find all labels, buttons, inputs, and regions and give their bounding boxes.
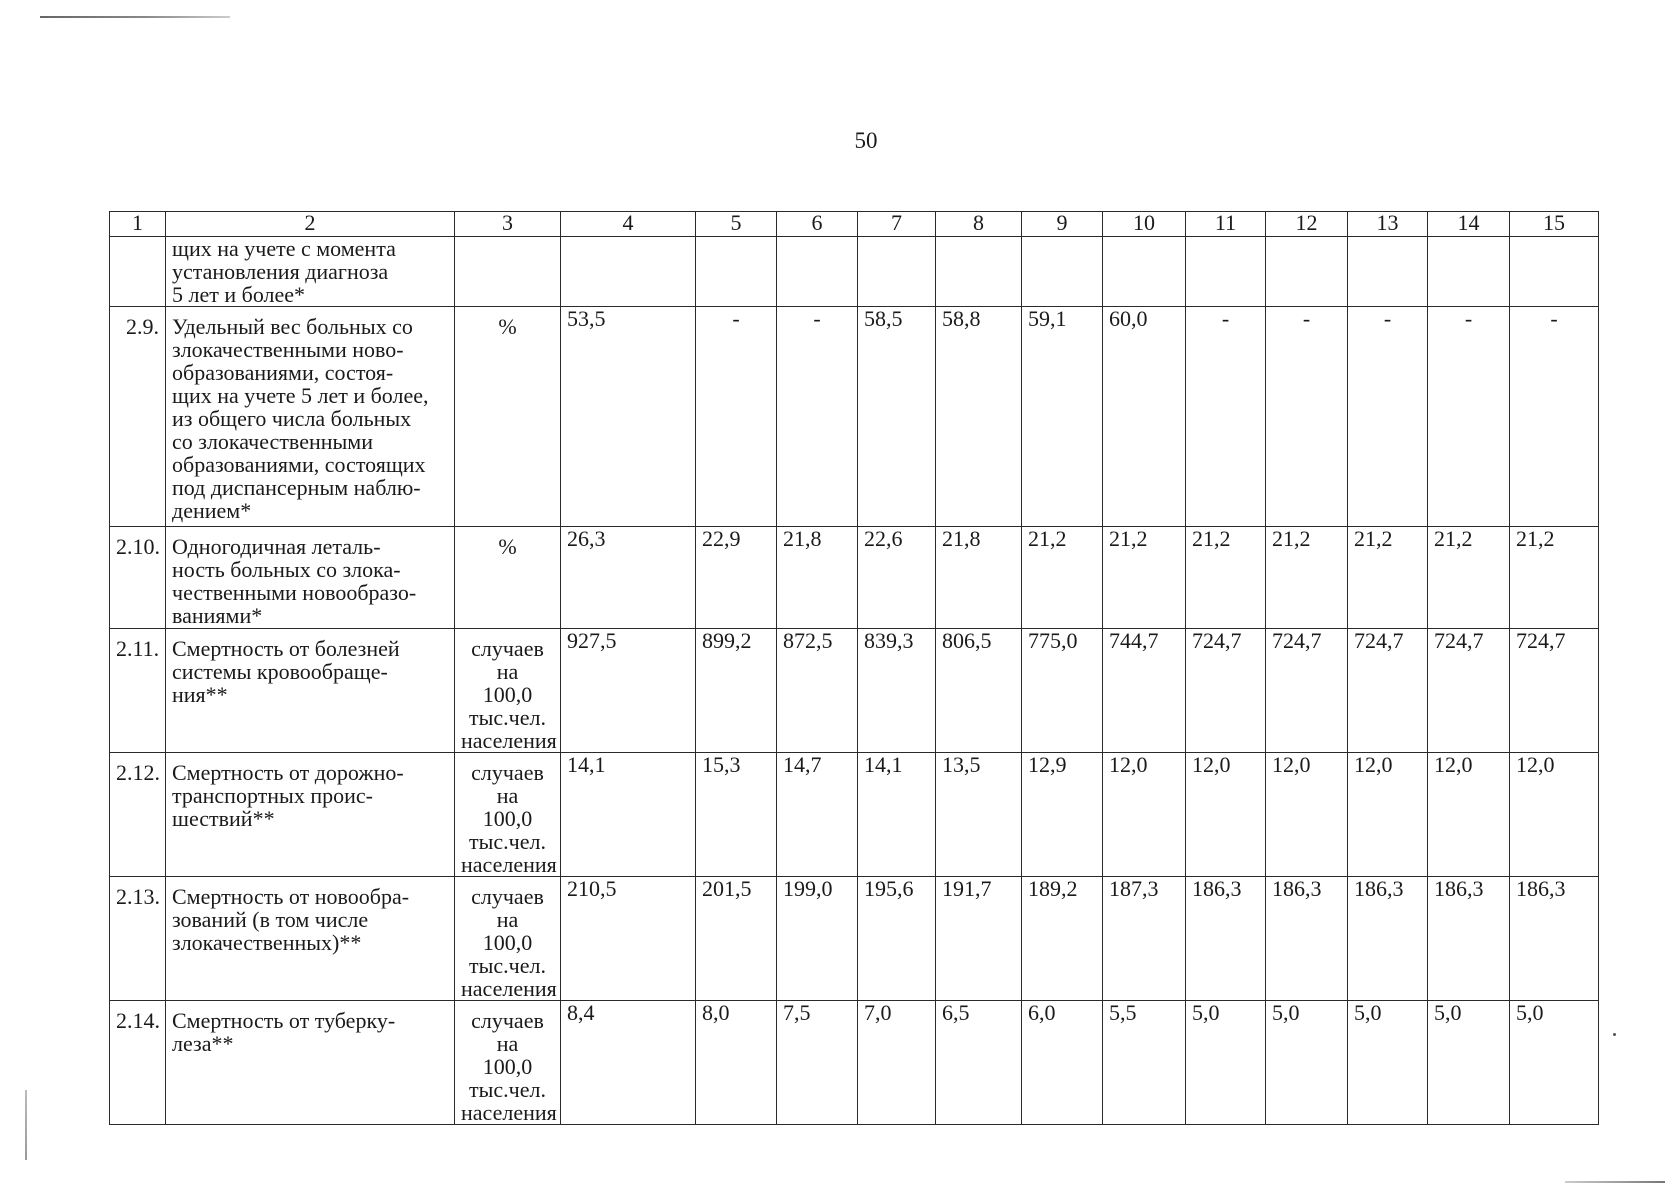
value-cell: 186,3 bbox=[1186, 877, 1266, 1001]
unit-line: % bbox=[498, 314, 517, 339]
indicator-name-line: Смертность от туберку- bbox=[172, 1008, 396, 1033]
indicator-name-line: ность больных со злока- bbox=[172, 557, 401, 582]
value-cell: 189,2 bbox=[1022, 877, 1103, 1001]
indicator-name-line: дением* bbox=[172, 498, 252, 523]
indicator-name-line: 5 лет и более* bbox=[172, 282, 306, 307]
table-row bbox=[110, 307, 1599, 527]
indicator-name-cell bbox=[166, 237, 455, 307]
row-number-cell: 2.14. bbox=[110, 1001, 166, 1125]
empty-cell bbox=[1428, 237, 1510, 307]
value-cell: 5,0 bbox=[1428, 1001, 1510, 1125]
value-cell: 21,2 bbox=[1022, 527, 1103, 629]
value-cell: 899,2 bbox=[696, 629, 777, 753]
value-cell: - bbox=[696, 307, 777, 527]
indicator-name-line: ваниями* bbox=[172, 603, 263, 628]
column-number-3: 3 bbox=[455, 212, 561, 237]
value-cell: 21,8 bbox=[936, 527, 1022, 629]
row-number-cell: 2.10. bbox=[110, 527, 166, 629]
value-cell: 7,5 bbox=[777, 1001, 858, 1125]
table-row bbox=[110, 629, 1599, 753]
value-cell: 5,0 bbox=[1348, 1001, 1428, 1125]
value-cell: 6,0 bbox=[1022, 1001, 1103, 1125]
column-number-7: 7 bbox=[858, 212, 936, 237]
value-cell: 927,5 bbox=[561, 629, 696, 753]
value-cell: 186,3 bbox=[1510, 877, 1599, 1001]
scan-artifact-dot bbox=[1613, 1033, 1616, 1036]
value-cell: 210,5 bbox=[561, 877, 696, 1001]
row-number-cell: 2.9. bbox=[110, 307, 166, 527]
empty-cell bbox=[1022, 237, 1103, 307]
unit-cell bbox=[455, 1001, 561, 1125]
unit-line: случаев bbox=[471, 884, 544, 909]
column-number-2: 2 bbox=[166, 212, 455, 237]
row-number-cell: 2.11. bbox=[110, 629, 166, 753]
value-cell: - bbox=[1266, 307, 1348, 527]
empty-cell bbox=[1103, 237, 1186, 307]
value-cell: 724,7 bbox=[1186, 629, 1266, 753]
value-cell: - bbox=[1428, 307, 1510, 527]
value-cell: 7,0 bbox=[858, 1001, 936, 1125]
scan-artifact-left bbox=[25, 1090, 27, 1160]
value-cell: 21,2 bbox=[1266, 527, 1348, 629]
unit-line: тыс.чел. bbox=[469, 1077, 546, 1102]
value-cell: 724,7 bbox=[1348, 629, 1428, 753]
indicator-name-line: Удельный вес больных со bbox=[172, 314, 413, 339]
value-cell: 724,7 bbox=[1510, 629, 1599, 753]
column-number-15: 15 bbox=[1510, 212, 1599, 237]
scan-artifact-bottom bbox=[1565, 1181, 1665, 1183]
value-cell: 199,0 bbox=[777, 877, 858, 1001]
table-row bbox=[110, 527, 1599, 629]
empty-cell bbox=[1266, 237, 1348, 307]
value-cell: 21,2 bbox=[1186, 527, 1266, 629]
value-cell: 5,0 bbox=[1266, 1001, 1348, 1125]
value-cell: 5,0 bbox=[1186, 1001, 1266, 1125]
value-cell: 12,0 bbox=[1103, 753, 1186, 877]
value-cell: 744,7 bbox=[1103, 629, 1186, 753]
value-cell: 21,2 bbox=[1348, 527, 1428, 629]
unit-line: 100,0 bbox=[482, 930, 533, 955]
unit-line: населения bbox=[461, 728, 557, 753]
unit-line: на bbox=[496, 659, 519, 684]
unit-line: тыс.чел. bbox=[469, 829, 546, 854]
row-number-cell: 2.13. bbox=[110, 877, 166, 1001]
unit-line: на bbox=[496, 907, 519, 932]
empty-cell bbox=[858, 237, 936, 307]
value-cell: 21,8 bbox=[777, 527, 858, 629]
value-cell: 839,3 bbox=[858, 629, 936, 753]
unit-line: тыс.чел. bbox=[469, 705, 546, 730]
column-number-10: 10 bbox=[1103, 212, 1186, 237]
indicator-name-line: Смертность от дорожно- bbox=[172, 760, 404, 785]
value-cell: 6,5 bbox=[936, 1001, 1022, 1125]
unit-line: случаев bbox=[471, 1008, 544, 1033]
value-cell: 195,6 bbox=[858, 877, 936, 1001]
unit-cell bbox=[455, 527, 561, 629]
value-cell: 186,3 bbox=[1428, 877, 1510, 1001]
indicator-name-cell bbox=[166, 527, 455, 629]
value-cell: 872,5 bbox=[777, 629, 858, 753]
continuation-row bbox=[110, 237, 1599, 307]
table-row bbox=[110, 753, 1599, 877]
unit-line: случаев bbox=[471, 760, 544, 785]
column-number-5: 5 bbox=[696, 212, 777, 237]
row-number-cell bbox=[110, 237, 166, 307]
unit-line: случаев bbox=[471, 636, 544, 661]
indicators-table bbox=[109, 211, 1599, 1125]
unit-line: 100,0 bbox=[482, 682, 533, 707]
column-number-4: 4 bbox=[561, 212, 696, 237]
unit-line: населения bbox=[461, 1100, 557, 1125]
empty-cell bbox=[696, 237, 777, 307]
row-number-cell: 2.12. bbox=[110, 753, 166, 877]
value-cell: 15,3 bbox=[696, 753, 777, 877]
value-cell: 22,6 bbox=[858, 527, 936, 629]
unit-line: % bbox=[498, 534, 517, 559]
unit-line: на bbox=[496, 783, 519, 808]
value-cell: 8,4 bbox=[561, 1001, 696, 1125]
unit-line: тыс.чел. bbox=[469, 953, 546, 978]
indicator-name-cell bbox=[166, 629, 455, 753]
value-cell: 53,5 bbox=[561, 307, 696, 527]
indicator-name-cell bbox=[166, 877, 455, 1001]
value-cell: 14,1 bbox=[561, 753, 696, 877]
unit-cell bbox=[455, 877, 561, 1001]
column-number-row bbox=[110, 212, 1599, 237]
value-cell: 12,0 bbox=[1428, 753, 1510, 877]
indicator-name-cell bbox=[166, 753, 455, 877]
indicator-name-line: ния** bbox=[172, 682, 228, 707]
value-cell: 13,5 bbox=[936, 753, 1022, 877]
empty-cell bbox=[1510, 237, 1599, 307]
empty-cell bbox=[1348, 237, 1428, 307]
indicator-name-line: образованиями, состоящих bbox=[172, 452, 426, 477]
value-cell: 5,5 bbox=[1103, 1001, 1186, 1125]
value-cell: 12,0 bbox=[1348, 753, 1428, 877]
indicator-name-line: злокачественными ново- bbox=[172, 337, 404, 362]
unit-line: 100,0 bbox=[482, 806, 533, 831]
column-number-14: 14 bbox=[1428, 212, 1510, 237]
indicator-name-line: Смертность от болезней bbox=[172, 636, 400, 661]
value-cell: 12,9 bbox=[1022, 753, 1103, 877]
indicator-name-line: шествий** bbox=[172, 806, 275, 831]
column-number-11: 11 bbox=[1186, 212, 1266, 237]
value-cell: 59,1 bbox=[1022, 307, 1103, 527]
column-number-12: 12 bbox=[1266, 212, 1348, 237]
indicator-name-line: Смертность от новообра- bbox=[172, 884, 410, 909]
indicator-name-line: из общего числа больных bbox=[172, 406, 412, 431]
indicator-name-cell bbox=[166, 307, 455, 527]
value-cell: 187,3 bbox=[1103, 877, 1186, 1001]
value-cell: 806,5 bbox=[936, 629, 1022, 753]
indicator-name-line: щих на учете 5 лет и более, bbox=[172, 383, 429, 408]
empty-cell bbox=[936, 237, 1022, 307]
unit-line: населения bbox=[461, 852, 557, 877]
indicator-name-line: чественными новообразо- bbox=[172, 580, 417, 605]
value-cell: 775,0 bbox=[1022, 629, 1103, 753]
empty-cell bbox=[1186, 237, 1266, 307]
value-cell: 26,3 bbox=[561, 527, 696, 629]
table-row bbox=[110, 1001, 1599, 1125]
value-cell: 191,7 bbox=[936, 877, 1022, 1001]
value-cell: 60,0 bbox=[1103, 307, 1186, 527]
unit-line: населения bbox=[461, 976, 557, 1001]
column-number-13: 13 bbox=[1348, 212, 1428, 237]
value-cell: 14,1 bbox=[858, 753, 936, 877]
unit-line: 100,0 bbox=[482, 1054, 533, 1079]
value-cell: 724,7 bbox=[1266, 629, 1348, 753]
value-cell: - bbox=[1348, 307, 1428, 527]
value-cell: 12,0 bbox=[1510, 753, 1599, 877]
value-cell: - bbox=[1510, 307, 1599, 527]
empty-cell bbox=[455, 237, 561, 307]
indicator-name-line: под диспансерным наблю- bbox=[172, 475, 421, 500]
value-cell: 8,0 bbox=[696, 1001, 777, 1125]
value-cell: 21,2 bbox=[1428, 527, 1510, 629]
indicator-name-line: транспортных проис- bbox=[172, 783, 373, 808]
indicator-name-line: зований (в том числе bbox=[172, 907, 369, 932]
unit-cell bbox=[455, 753, 561, 877]
scan-artifact-top bbox=[40, 16, 230, 18]
unit-cell bbox=[455, 629, 561, 753]
value-cell: - bbox=[1186, 307, 1266, 527]
value-cell: 186,3 bbox=[1266, 877, 1348, 1001]
page-number: 50 bbox=[854, 128, 878, 153]
indicator-name-line: образованиями, состоя- bbox=[172, 360, 394, 385]
value-cell: 12,0 bbox=[1186, 753, 1266, 877]
value-cell: 186,3 bbox=[1348, 877, 1428, 1001]
indicator-name-line: со злокачественными bbox=[172, 429, 373, 454]
value-cell: 12,0 bbox=[1266, 753, 1348, 877]
indicator-name-line: щих на учете с момента bbox=[172, 236, 396, 261]
value-cell: 5,0 bbox=[1510, 1001, 1599, 1125]
indicator-name-line: Одногодичная леталь- bbox=[172, 534, 381, 559]
unit-cell bbox=[455, 307, 561, 527]
indicator-name-line: леза** bbox=[172, 1031, 234, 1056]
value-cell: 724,7 bbox=[1428, 629, 1510, 753]
value-cell: 22,9 bbox=[696, 527, 777, 629]
value-cell: 201,5 bbox=[696, 877, 777, 1001]
indicator-name-line: системы кровообраще- bbox=[172, 659, 388, 684]
value-cell: 21,2 bbox=[1510, 527, 1599, 629]
value-cell: 14,7 bbox=[777, 753, 858, 877]
column-number-8: 8 bbox=[936, 212, 1022, 237]
value-cell: - bbox=[777, 307, 858, 527]
column-number-1: 1 bbox=[110, 212, 166, 237]
column-number-9: 9 bbox=[1022, 212, 1103, 237]
column-number-6: 6 bbox=[777, 212, 858, 237]
value-cell: 58,8 bbox=[936, 307, 1022, 527]
indicator-name-line: установления диагноза bbox=[172, 259, 389, 284]
value-cell: 58,5 bbox=[858, 307, 936, 527]
unit-line: на bbox=[496, 1031, 519, 1056]
empty-cell bbox=[561, 237, 696, 307]
table-row bbox=[110, 877, 1599, 1001]
indicator-name-cell bbox=[166, 1001, 455, 1125]
value-cell: 21,2 bbox=[1103, 527, 1186, 629]
indicator-name-line: злокачественных)** bbox=[172, 930, 362, 955]
empty-cell bbox=[777, 237, 858, 307]
